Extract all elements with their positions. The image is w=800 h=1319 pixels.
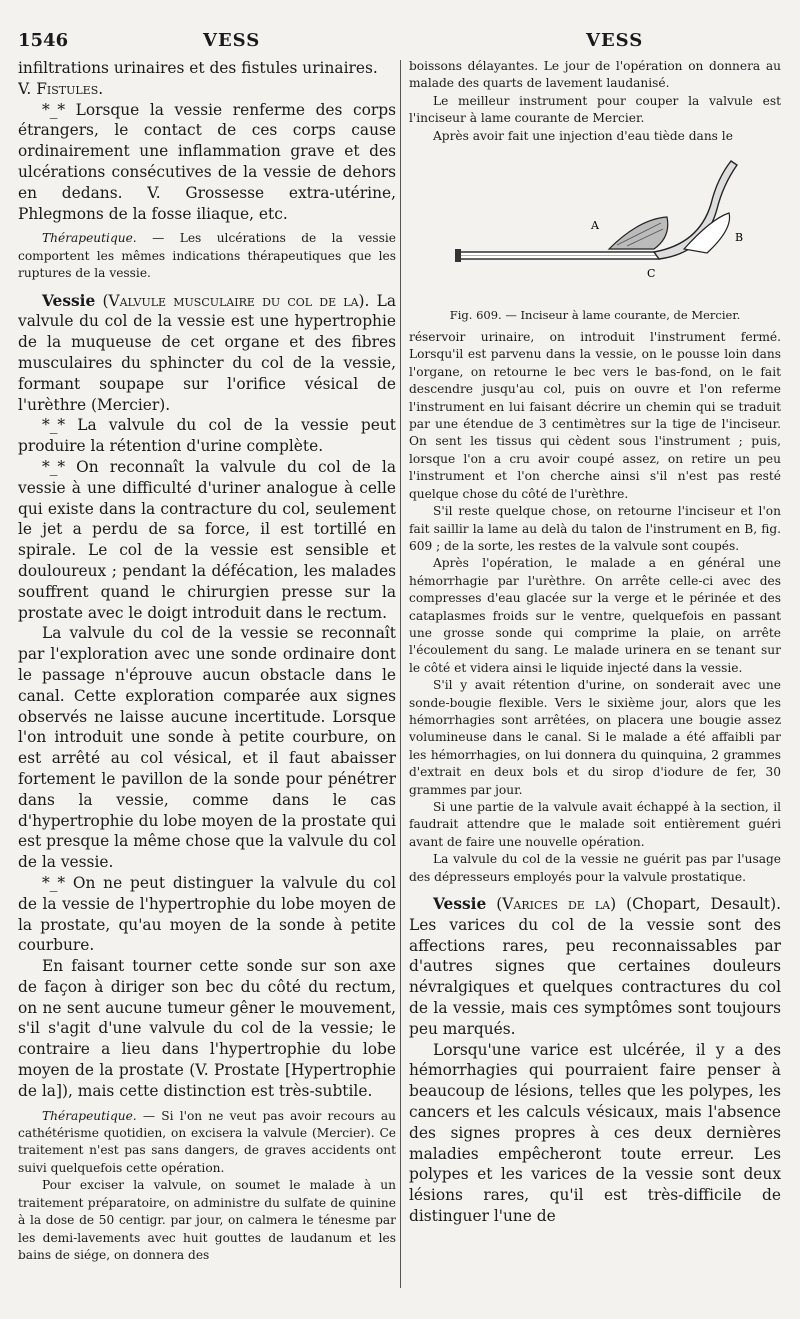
paragraph: Lorsqu'une varice est ulcérée, il y a des hémorrhagies qui pourraient faire penser à beaucoup de lésions, telles que les polypes, les cancers et les calculs vésicaux, mais l'absence des signes propres à ces deux dernières maladies empêcheront toute erreur. Les polypes et les varices de la vessie sont deux lésions rares, qu'il est très-difficile de distinguer l'une de (409, 1040, 781, 1225)
paragraph: *_* Lorsque la vessie renferme des corps étrangers, le contact de ces corps cause ordinairement une inflammation grave et des ulcérations consécutives de la vessie de dehors en dedans. V. Grossesse extra-utérine, Phlegmons de la fosse iliaque, etc. (18, 100, 396, 223)
entry-paragraph (409, 894, 781, 1040)
figure-label-b: B (735, 231, 744, 245)
paragraph: *_* On reconnaît la valvule du col de la vessie à une difficulté d'uriner analogue à celle qui existe dans la contracture du col, seulement le jet a perdu de sa force, il est tortillé en spirale. Le col de la vessie est sensible et douloureux ; pendant la défécation, les malades souffrent quand le chirurgien presse sur la prostate avec le doigt introduit dans le rectum. (18, 457, 396, 622)
entry-headword: Vessie (433, 895, 487, 914)
right-running-head: VESS (586, 30, 644, 51)
figure-609 (409, 145, 781, 305)
entry-title: (Valvule musculaire du col de la). (95, 291, 370, 310)
paragraph: La valvule du col de la vessie se reconnaît par l'exploration avec une sonde ordinaire dont le passage n'éprouve aucun obstacle dans le canal. Cette exploration comparée aux signes observés ne laisse aucune incertitude. Lorsque l'on introduit une sonde à petite courbure, on est arrêté au col vésical, et il faut abaisser fortement le pavillon de la sonde pour pénétrer dans la vessie, comme dans le cas d'hypertrophie du lobe moyen de la prostate qui est presque la même chose que la valvule du col de la vessie. (18, 624, 396, 872)
page-number: 1546 (18, 30, 69, 51)
column-divider (400, 60, 401, 1288)
therapeutics-label: Thérapeutique. (42, 231, 137, 246)
cross-reference: V. Fistules. (18, 79, 104, 98)
figure-label-a: A (591, 219, 599, 233)
paragraph: La valvule du col de la vessie ne guérit pas par l'usage des dépresseurs employés pour la valvule prostatique. (409, 852, 781, 884)
therapeutics-text: — Les ulcérations de la vessie comportent les mêmes indications thérapeutiques que les ruptures de la vessie. (18, 231, 396, 281)
right-column (409, 58, 781, 1227)
entry-authors: (Chopart, Desault). (616, 895, 781, 914)
paragraph: infiltrations urinaires et des fistules urinaires. (18, 59, 378, 77)
therapeutics-paragraph (18, 230, 396, 282)
paragraph: Si une partie de la valvule avait échappé à la section, il faudrait attendre que le malade soit entièrement guéri avant de faire une nouvelle opération. (409, 800, 781, 849)
therapeutics-paragraph (18, 1108, 396, 1178)
figure-caption: Fig. 609. — Inciseur à lame courante, de Mercier. (449, 308, 741, 323)
therapeutics-text: — Si l'on ne veut pas avoir recours au cathétérisme quotidien, on excisera la valvule (Mercier). Ce traitement n'est pas sans dangers, de graves accidents ont suivi quelquefois cette opération. (18, 1108, 396, 1175)
left-running-head: VESS (203, 30, 261, 51)
paragraph: *_* La valvule du col de la vessie peut produire la rétention d'urine complète. (18, 416, 396, 456)
figure-label-c: C (647, 267, 656, 281)
paragraph: réservoir urinaire, on introduit l'instrument fermé. Lorsqu'il est parvenu dans la vessie, on le pousse loin dans l'organe, on retourne le bec vers le bas-fond, on le fait descendre jusqu'au col, puis on ouvre et l'on referme l'instrument en lui faisant décrire un chemin qui se traduit par une étendue de 3 centimètres sur la tige de l'inciseur. On sent les tissus qui cèdent sous l'instrument ; puis, lorsque l'on a cru avoir coupé assez, on retire un peu l'instrument et l'on cherche ainsi s'il n'est pas resté quelque chose du côté de l'urèthre. (409, 330, 781, 501)
paragraph: En faisant tourner cette sonde sur son axe de façon à diriger son bec du côté du rectum, on ne sent aucune tumeur gêner le mouvement, s'il s'agit d'une valvule du col de la vessie; le contraire a lieu dans l'hypertrophie du lobe moyen de la prostate (V. Prostate [Hypertrophie de la]), mais cette distinction est très-subtile. (18, 957, 396, 1100)
paragraph: S'il y avait rétention d'urine, on sonderait avec une sonde-bougie flexible. Vers le sixième jour, alors que les hémorrhagies sont arrêtées, on placera une bougie assez volumineuse dans le canal. Si le malade a été affaibli par les hémorrhagies, on lui donnera du quinquina, 2 grammes d'extrait en deux bols et du sirop d'iodure de fer, 30 grammes par jour. (409, 678, 781, 797)
paragraph: S'il reste quelque chose, on retourne l'inciseur et l'on fait saillir la lame au delà du talon de l'instrument en B, fig. 609 ; de la sorte, les restes de la valvule sont coupés. (409, 504, 781, 553)
entry-title: (Varices de la) (486, 895, 617, 914)
paragraph: Pour exciser la valvule, on soumet le malade à un traitement préparatoire, on administre du sulfate de quinine à la dose de 50 centigr. par jour, on calmera le ténesme par les demi-lavements avec huit gouttes de laudanum et les bains de siége, on donnera des (18, 1178, 396, 1262)
entry-headword: Vessie (42, 291, 96, 310)
paragraph: Après l'opération, le malade a en général une hémorrhagie par l'urèthre. On arrête celle-ci avec des compresses d'eau glacée sur la verge et le périnée et des cataplasmes froids sur le ventre, quelquefois en passant une grosse sonde qui comprime la plaie, on arrête l'écoulement du sang. Le malade urinera en se tenant sur le côté et videra ainsi le liquide injecté dans la vessie. (409, 556, 781, 675)
therapeutics-label: Thérapeutique. (42, 1108, 137, 1123)
entry-text: Les varices du col de la vessie sont des affections rares, peu reconnaissables par d'autres signes que certaines douleurs névralgiques et quelques contractures du col de la vessie, mais ces symptômes sont toujours peu marqués. (409, 915, 781, 1038)
paragraph: Le meilleur instrument pour couper la valvule est l'inciseur à lame courante de Mercier. (409, 93, 781, 126)
inciseur-illustration (449, 149, 749, 299)
running-header (18, 8, 782, 51)
paragraph: *_* On ne peut distinguer la valvule du col de la vessie de l'hypertrophie du lobe moyen de la prostate, qu'au moyen de la sonde à petite courbure. (18, 873, 396, 955)
paragraph: Après avoir fait une injection d'eau tiède dans le (433, 128, 733, 143)
paragraph: boissons délayantes. Le jour de l'opération on donnera au malade des quarts de lavement laudanisé. (409, 59, 781, 91)
entry-text: La valvule du col de la vessie est une hypertrophie de la muqueuse de cet organe et des fibres musculaires du sphincter du col de la vessie, formant soupape sur l'orifice vésical de l'urèthre (Mercier). (18, 291, 396, 414)
left-column (18, 58, 396, 1264)
entry-paragraph (18, 291, 396, 416)
